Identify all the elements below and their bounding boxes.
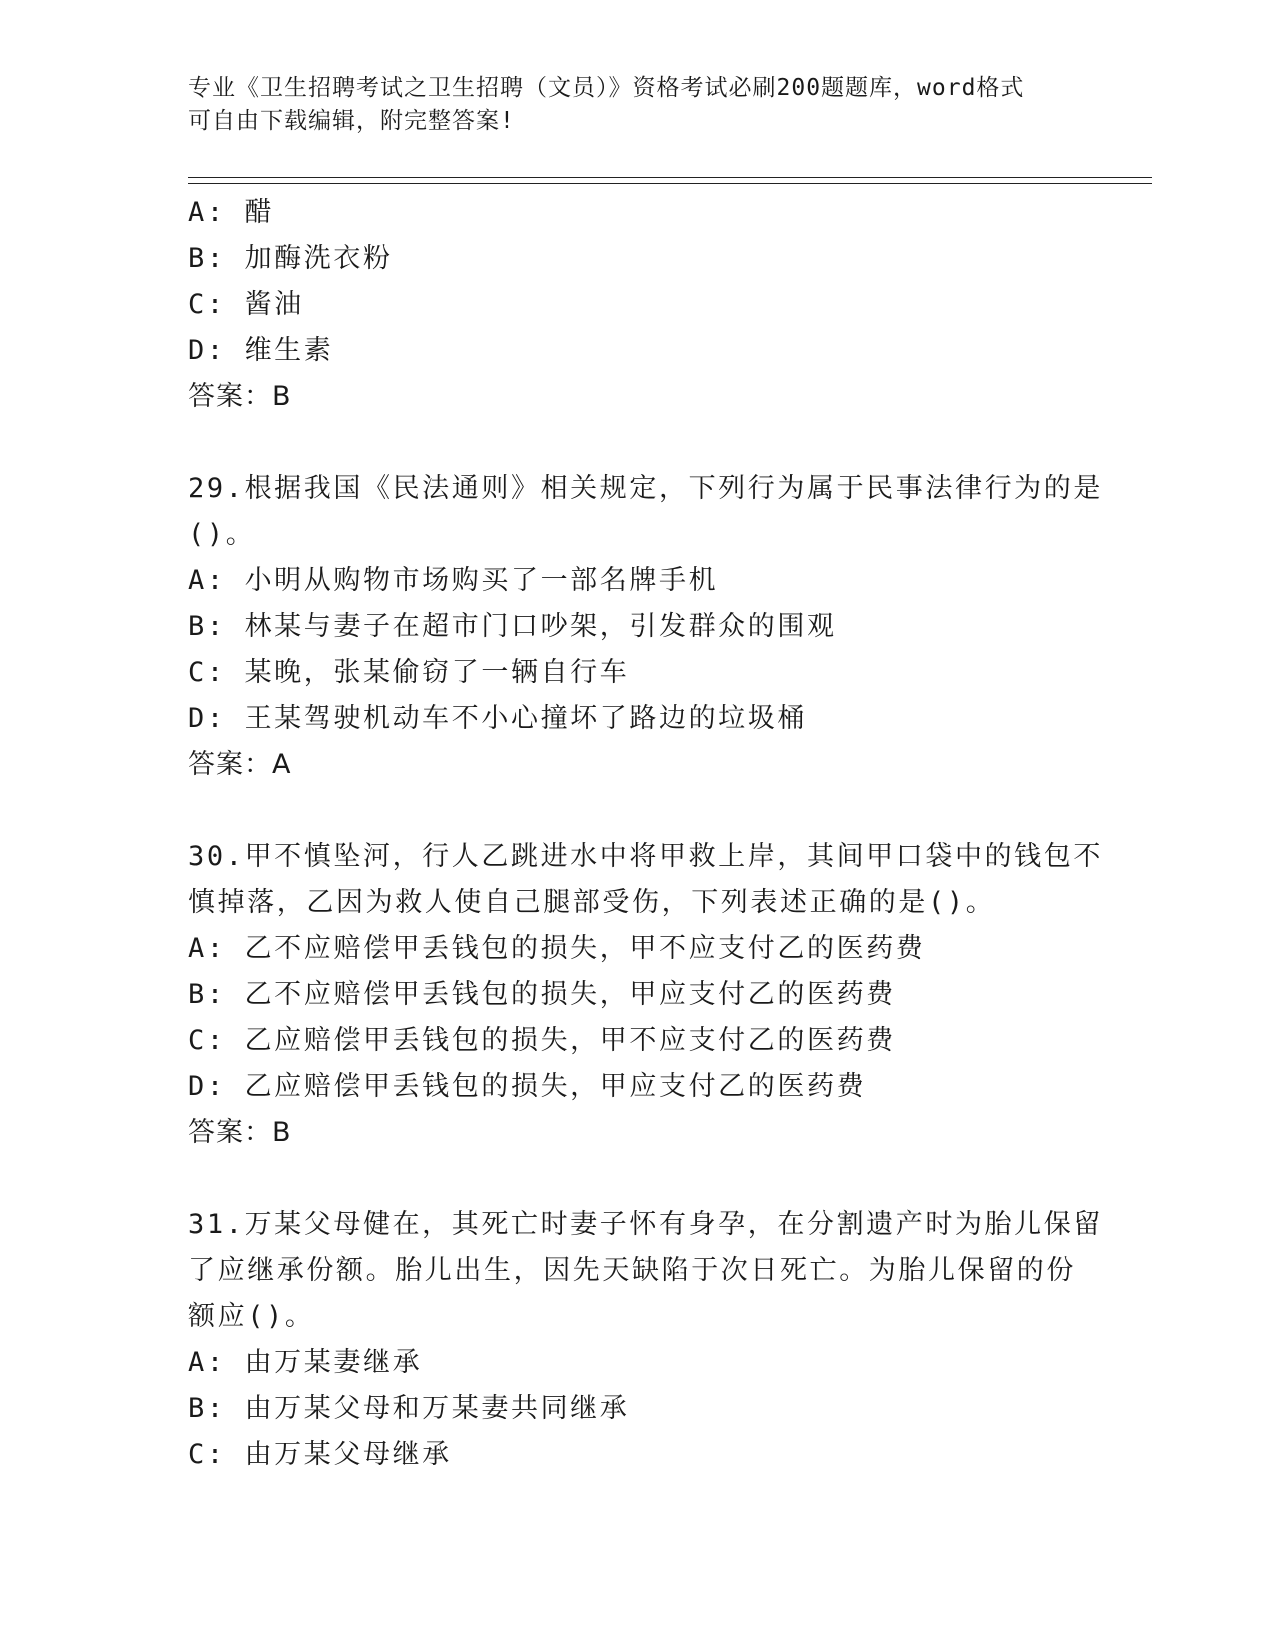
option-b: B: 加酶洗衣粉 xyxy=(188,243,393,274)
option-c: C: 由万某父母继承 xyxy=(188,1439,452,1470)
question-spacer xyxy=(188,788,1088,834)
question-stem-line: 了应继承份额。胎儿出生，因先天缺陷于次日死亡。为胎儿保留的份 xyxy=(188,1255,1076,1286)
question-stem-line: 29.根据我国《民法通则》相关规定，下列行为属于民事法律行为的是 xyxy=(188,473,1103,504)
option-a: A: 由万某妻继承 xyxy=(188,1347,423,1378)
option-b: B: 由万某父母和万某妻共同继承 xyxy=(188,1393,630,1424)
question-28 xyxy=(188,190,1088,420)
question-30 xyxy=(188,834,1103,1156)
option-a: A: 乙不应赔偿甲丢钱包的损失，甲不应支付乙的医药费 xyxy=(188,933,926,964)
answer-text: 答案：A xyxy=(188,749,292,780)
question-29 xyxy=(188,466,1103,788)
header-divider-top xyxy=(188,177,1152,178)
answer-text: 答案：B xyxy=(188,381,292,412)
option-b: B: 乙不应赔偿甲丢钱包的损失，甲应支付乙的医药费 xyxy=(188,979,896,1010)
question-stem-line: 慎掉落，乙因为救人使自己腿部受伤，下列表述正确的是()。 xyxy=(188,887,996,918)
option-d: D: 乙应赔偿甲丢钱包的损失，甲应支付乙的医药费 xyxy=(188,1071,867,1102)
option-b: B: 林某与妻子在超市门口吵架，引发群众的围观 xyxy=(188,611,837,642)
option-c: C: 某晚，张某偷窃了一辆自行车 xyxy=(188,657,630,688)
question-list xyxy=(188,190,1103,1478)
question-stem-line: ()。 xyxy=(188,519,256,550)
question-spacer xyxy=(188,420,1088,466)
header-line-2: 可自由下载编辑，附完整答案! xyxy=(188,108,515,134)
header-divider-bottom xyxy=(188,183,1152,184)
header-line-1: 专业《卫生招聘考试之卫生招聘（文员）》资格考试必刷200题题库，word格式 xyxy=(188,75,1025,101)
answer-text: 答案：B xyxy=(188,1117,292,1148)
option-c: C: 乙应赔偿甲丢钱包的损失，甲不应支付乙的医药费 xyxy=(188,1025,896,1056)
question-stem-line: 额应()。 xyxy=(188,1301,315,1332)
option-c: C: 酱油 xyxy=(188,289,304,320)
option-a: A: 醋 xyxy=(188,197,275,228)
option-d: D: 王某驾驶机动车不小心撞坏了路边的垃圾桶 xyxy=(188,703,807,734)
document-header xyxy=(188,72,1068,138)
question-spacer xyxy=(188,1156,1088,1202)
option-a: A: 小明从购物市场购买了一部名牌手机 xyxy=(188,565,719,596)
option-d: D: 维生素 xyxy=(188,335,334,366)
question-stem-line: 31.万某父母健在，其死亡时妻子怀有身孕，在分割遗产时为胎儿保留 xyxy=(188,1209,1103,1240)
question-stem-line: 30.甲不慎坠河，行人乙跳进水中将甲救上岸，其间甲口袋中的钱包不 xyxy=(188,841,1103,872)
question-31 xyxy=(188,1202,1103,1478)
